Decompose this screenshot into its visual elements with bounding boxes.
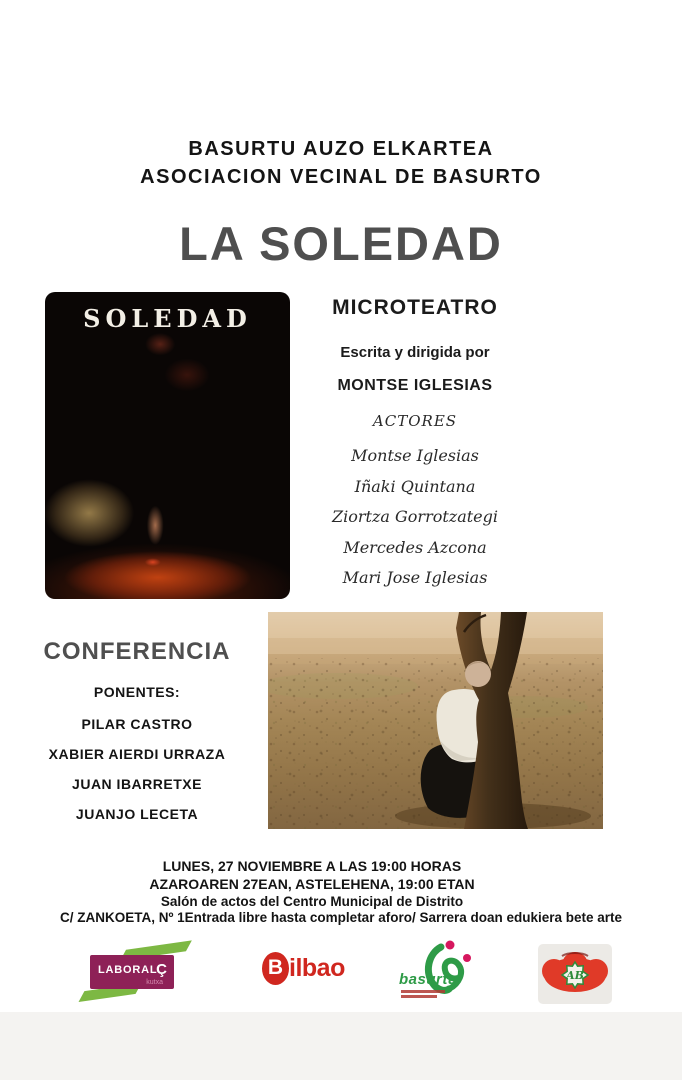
org-name-spanish: ASOCIACION VECINAL DE BASURTO [140,166,542,188]
page-title: LA SOLEDAD [179,217,503,270]
actor-name: Mari Jose Iglesias [342,568,488,587]
director-name: MONTSE IGLESIAS [337,377,493,394]
microteatro-byline: Escrita y dirigida por [340,344,490,361]
actor-name: Iñaki Quintana [354,477,476,496]
kutxa-wordmark: kutxa [146,979,163,986]
field-photo-graphic [268,612,603,829]
bilbao-wordmark: ilbao [289,953,345,982]
event-date-spanish: LUNES, 27 NOVIEMBRE A LAS 19:00 HORAS [162,858,462,874]
laboral-plate [90,955,174,989]
speaker-name: PILAR CASTRO [81,716,193,732]
amets-bete-logo [538,944,612,1004]
event-address-admission: C/ ZANKOETA, Nº 1Entrada libre hasta completar aforo/ Sarrera doan edukiera bete arte [59,910,623,925]
actors-heading: ACTORES [372,412,458,430]
bilbao-logo [262,951,345,985]
actor-name: Montse Iglesias [351,446,479,465]
actor-name: Ziortza Gorrotzategi [332,507,498,526]
conferencia-heading: CONFERENCIA [43,638,231,665]
basurtu-smallprint-line [401,995,437,998]
laboral-glyph: Ç [156,961,167,978]
amets-bete-monogram: AB [566,969,584,982]
speaker-name: JUAN IBARRETXE [72,776,202,792]
page-background-band [0,1012,682,1080]
theater-photo-caption: SOLEDAD [83,304,252,333]
bilbao-b-badge: B [262,952,289,985]
theater-stage-photo [45,292,290,599]
microteatro-heading: MICROTEATRO [332,296,498,319]
basurtu-wordmark: basurtu [399,971,458,988]
actor-name: Mercedes Azcona [343,538,487,557]
speaker-name: JUANJO LECETA [75,806,199,822]
basurtu-smallprint-line [401,990,445,993]
event-details [0,858,624,911]
laboral-kutxa-logo [86,944,188,1002]
event-date-basque: AZAROAREN 27EAN, ASTELEHENA, 19:00 ETAN [149,875,475,892]
event-venue: Salón de actos del Centro Municipal de Distrito [160,894,464,909]
speaker-name: XABIER AIERDI URRAZA [48,746,226,762]
org-name-basque: BASURTU AUZO ELKARTEA [188,138,494,160]
ponentes-label: PONENTES: [93,684,181,700]
basurtu-logo [399,937,479,1005]
amets-bete-emblem [538,944,612,1004]
laboral-wordmark: LABORAL [98,964,158,976]
lonely-person-tree-photo [268,612,603,829]
